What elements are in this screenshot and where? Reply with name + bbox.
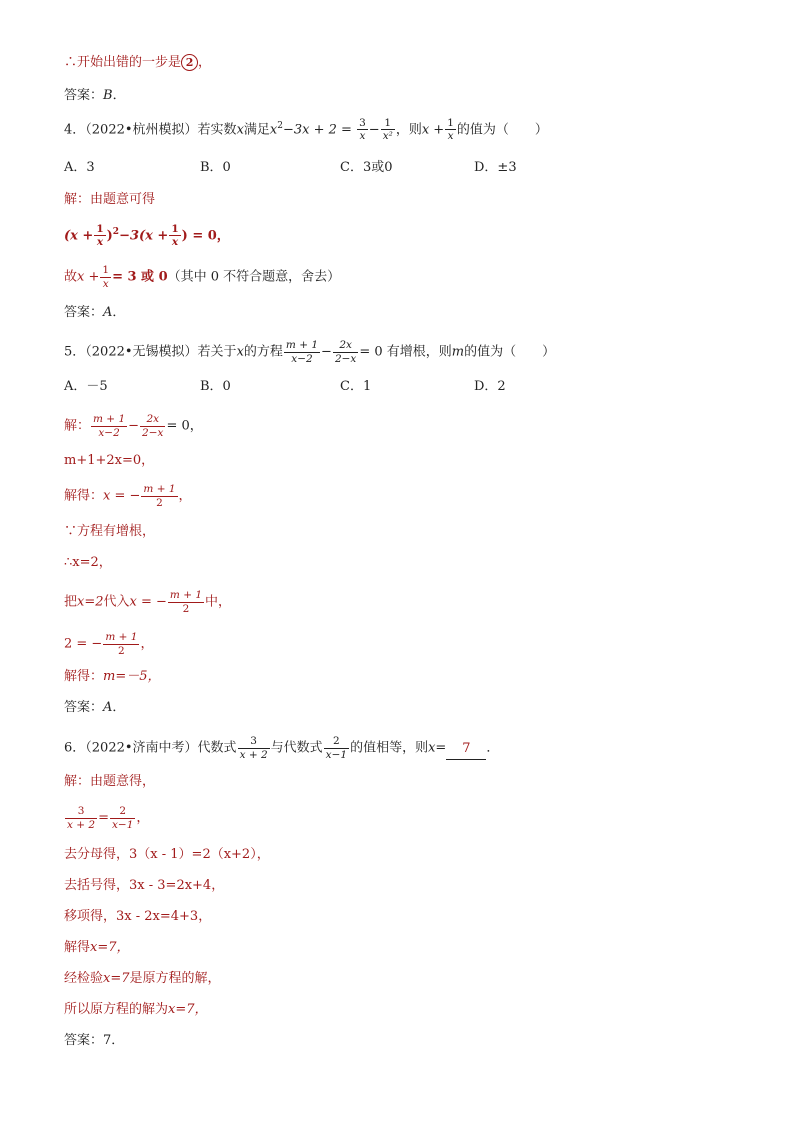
q4-option-d: D．±3 (474, 160, 517, 175)
q4-text2: 满足 (243, 122, 270, 138)
circled-number-icon: 2 (181, 54, 198, 71)
q4-frac3-num: 1 (447, 116, 454, 129)
q4-minus: − (368, 122, 380, 138)
q5-solution-line7 (64, 632, 153, 656)
q5-sol3-a: 解得： (64, 488, 104, 504)
q4-sol2-frac1-den: x (96, 236, 104, 249)
q6-text4: = (435, 740, 447, 756)
q4-expr: x + (421, 122, 445, 138)
q6-var-x: x (428, 740, 436, 756)
q5-sol8-b: m=－5， (103, 669, 161, 684)
top-answer-line (64, 86, 126, 106)
q4-sol2-b: −3(x + (119, 228, 169, 244)
q4-sol3-frac (100, 265, 111, 289)
q4-option-b: B．0 (200, 160, 231, 175)
q6-source: （2022•济南中考） (85, 740, 198, 756)
q4-sol3-frac-den: x (102, 277, 109, 290)
q5-solution-line3 (64, 484, 192, 508)
q6-sol8-a: 所以原方程的解为 (64, 1002, 169, 1017)
q5-var-m: m (451, 344, 465, 360)
q6-sol7-a: 经检验 (64, 971, 104, 986)
q4-frac1-den: x (359, 130, 366, 143)
q6-text3: 的值相等，则 (350, 740, 429, 756)
q4-sol3-b: x + (77, 269, 100, 285)
q6-sol2-frac1-num: 3 (65, 806, 97, 819)
q5-sol6-frac (168, 590, 204, 614)
q6-sol2-frac1-den: x + 2 (67, 818, 96, 831)
q6-text5: ． (486, 740, 500, 756)
q4-sol2-sup: 2 (112, 227, 120, 237)
q6-solution-line1: 解：由题意得， (64, 774, 156, 789)
q4-eq-part2: −3x + 2 = (283, 122, 352, 138)
q5-solution-line4: ∵方程有增根， (64, 524, 156, 539)
q6-sol5-a: 移项得， (64, 909, 117, 924)
q5-var-x: x (236, 344, 244, 360)
q6-answer-end: ． (111, 1033, 125, 1048)
q4-sol3-frac-num: 1 (102, 264, 110, 276)
q4-var-x: x (236, 122, 244, 138)
q6-solution-line2 (64, 806, 149, 830)
q5-sol1-a: 解： (64, 418, 91, 434)
q6-sol7-b: x=7 (103, 971, 130, 986)
q5-option-b: B．0 (200, 379, 231, 394)
q5-text3: = 0 有增根，则 (359, 344, 452, 360)
q4-frac3-den: x (447, 130, 454, 143)
q4-text3: ，则 (395, 122, 422, 138)
conclusion-comma: ， (198, 55, 212, 70)
q6-solution-line8 (64, 1000, 208, 1020)
q5-frac2-den: 2−x (334, 352, 357, 365)
q6-solution-line7 (64, 969, 221, 989)
q6-frac1 (238, 736, 270, 760)
q4-frac2 (381, 118, 395, 142)
q6-answer-value: 7 (103, 1033, 112, 1048)
q6-sol8-b: x=7， (168, 1002, 208, 1017)
q5-sol3-frac-num: m + 1 (143, 483, 176, 495)
q6-answer-line (64, 1031, 124, 1051)
q4-option-a: A．3 (64, 160, 95, 175)
q5-sol1-frac2-den: 2−x (142, 426, 164, 439)
q5-frac1-den: x−2 (291, 352, 313, 365)
q5-sol3-c: ， (178, 488, 192, 504)
q4-frac1 (357, 118, 368, 142)
q5-sol7-frac-num: m + 1 (105, 631, 138, 643)
q4-sol2-a: (x + (64, 228, 94, 244)
q5-sol7-a: 2 = − (64, 636, 103, 652)
q5-answer-end: ． (112, 700, 126, 715)
q5-text1: 若关于 (197, 344, 237, 360)
q6-frac1-num: 3 (238, 736, 270, 749)
q5-sol6-frac-num: m + 1 (169, 589, 203, 601)
q5-text4: 的值为（ ） (464, 344, 556, 360)
q5-sol3-frac (141, 484, 177, 508)
q6-number: 6． (64, 740, 86, 756)
q5-minus: − (321, 344, 332, 360)
q4-sol3-a: 故 (64, 269, 78, 285)
q4-solution-line2: (x + $\frac{1}{x}$ )$^2$−3(x + $\frac{1}{x}$ ) = 0， (64, 222, 230, 249)
q5-sol8-a: 解得： (64, 669, 104, 684)
q6-sol2-frac1 (65, 806, 97, 830)
q5-sol1-frac2-num: 2x (140, 414, 165, 427)
q5-solution-line6 (64, 590, 231, 614)
q6-sol4-a: 去括号得， (64, 878, 130, 893)
q5-frac1 (284, 340, 320, 364)
q6-sol2-eq: = (98, 810, 109, 826)
answer-end: ． (112, 88, 126, 103)
q5-solution-line5: ∴x=2， (64, 555, 112, 570)
q5-frac1-num: m + 1 (285, 339, 319, 351)
q6-sol2-frac2-num: 2 (110, 806, 135, 819)
q4-answer-end: ． (112, 305, 126, 320)
q5-sol7-frac (103, 632, 139, 656)
q6-answer-blank (446, 739, 486, 760)
q6-text1: 代数式 (197, 740, 237, 756)
q6-solution-line6 (64, 938, 130, 958)
q5-sol1-frac1-num: m + 1 (93, 413, 126, 425)
q5-sol6-a: 把 (64, 594, 78, 610)
q4-answer-value: A (103, 305, 113, 320)
q6-solution-line5 (64, 907, 211, 927)
q4-text4: 的值为（ ） (456, 122, 548, 138)
q4-frac3 (445, 118, 456, 142)
q4-frac1-num: 3 (359, 116, 366, 129)
q6-frac2 (324, 736, 349, 760)
q4-eq-part1: x (269, 122, 278, 138)
q5-answer-line (64, 698, 125, 718)
q4-sol3-d: （其中 0 不符合题意，舍去） (167, 269, 341, 285)
q5-sol6-e: 中， (205, 594, 232, 610)
q4-sol2-frac2 (169, 224, 180, 248)
q5-answer-label: 答案： (64, 700, 104, 715)
q6-sol2-frac2 (110, 806, 135, 830)
q6-answer-label: 答案： (64, 1033, 104, 1048)
q4-text1: 若实数 (197, 122, 237, 138)
q6-text2: 与代数式 (270, 740, 323, 756)
q5-source: （2022•无锡模拟） (85, 344, 198, 360)
q5-solution-line8 (64, 667, 161, 687)
q5-text2: 的方程 (243, 344, 283, 360)
q5-frac2-num: 2x (333, 340, 358, 353)
q5-sol1-frac2 (140, 414, 165, 438)
q5-sol6-frac-den: 2 (182, 602, 190, 615)
q5-option-c: C．1 (340, 379, 372, 394)
q6-solution-line4 (64, 876, 224, 896)
q6-sol4-b: 3x - 3=2x+4， (129, 878, 225, 893)
q5-answer-value: A (103, 700, 113, 715)
q6-sol3-a: 去分母得， (64, 847, 130, 862)
q5-sol3-frac-den: 2 (156, 496, 163, 509)
q5-sol7-frac-den: 2 (118, 644, 125, 657)
q4-source: （2022•杭州模拟） (85, 122, 198, 138)
q4-frac2-den: x² (382, 130, 393, 143)
q6-sol6-b: x=7， (90, 940, 130, 955)
q5-question (64, 340, 555, 364)
q4-frac2-num: 1 (381, 118, 395, 131)
q6-sol2-frac2-den: x−1 (111, 818, 134, 831)
q6-solution-line3 (64, 845, 270, 865)
answer-value: B (103, 88, 113, 103)
q4-sol2-frac1-num: 1 (96, 222, 104, 235)
q4-answer-label: 答案： (64, 305, 104, 320)
q5-sol1-minus: − (128, 418, 140, 434)
q5-option-a: A．－5 (64, 379, 108, 394)
q5-solution-line1 (64, 414, 203, 438)
q4-sol2-frac2-num: 1 (171, 222, 179, 235)
q5-option-d: D．2 (474, 379, 506, 394)
q5-sol1-b: = 0， (166, 418, 203, 434)
q4-eq-sup: 2 (277, 121, 283, 131)
q6-sol2-end: ， (136, 810, 150, 826)
q6-frac2-num: 2 (324, 736, 349, 749)
q4-sol2-frac2-den: x (171, 236, 179, 249)
q6-sol7-c: 是原方程的解， (129, 971, 221, 986)
q5-sol6-d: x = − (129, 594, 167, 610)
answer-label: 答案： (64, 88, 104, 103)
q5-solution-line2: m+1+2x=0， (64, 453, 155, 468)
q6-question (64, 736, 499, 760)
q4-answer-line (64, 303, 125, 323)
q4-question (64, 116, 548, 142)
q5-sol6-c: 代入 (103, 594, 130, 610)
q6-frac2-den: x−1 (325, 748, 348, 761)
q5-sol6-b: x=2 (77, 594, 104, 610)
top-conclusion-line (64, 53, 211, 73)
q4-sol2-c: ) = 0， (181, 228, 230, 244)
q5-sol1-frac1 (91, 414, 127, 438)
q4-number: 4． (64, 122, 86, 138)
q4-solution-line1: 解：由题意可得 (64, 192, 156, 207)
q6-frac1-den: x + 2 (239, 748, 268, 761)
q5-sol1-frac1-den: x−2 (98, 426, 120, 439)
conclusion-text: ∴开始出错的一步是 (64, 55, 182, 70)
q4-sol2-frac1 (94, 224, 105, 248)
q6-blank-value: 7 (462, 740, 471, 756)
q6-sol3-b: 3（x - 1）=2（x+2）， (129, 847, 270, 862)
q5-frac2 (333, 340, 358, 364)
q4-option-c: C．3或0 (340, 160, 393, 175)
q6-sol6-a: 解得 (64, 940, 91, 955)
q4-solution-line3 (64, 265, 340, 289)
q5-sol3-b: x = − (103, 488, 141, 504)
q6-sol5-b: 3x - 2x=4+3， (116, 909, 212, 924)
q5-sol7-b: ， (140, 636, 154, 652)
q4-sol3-c: = 3 或 0 (112, 269, 168, 285)
q5-number: 5． (64, 344, 86, 360)
